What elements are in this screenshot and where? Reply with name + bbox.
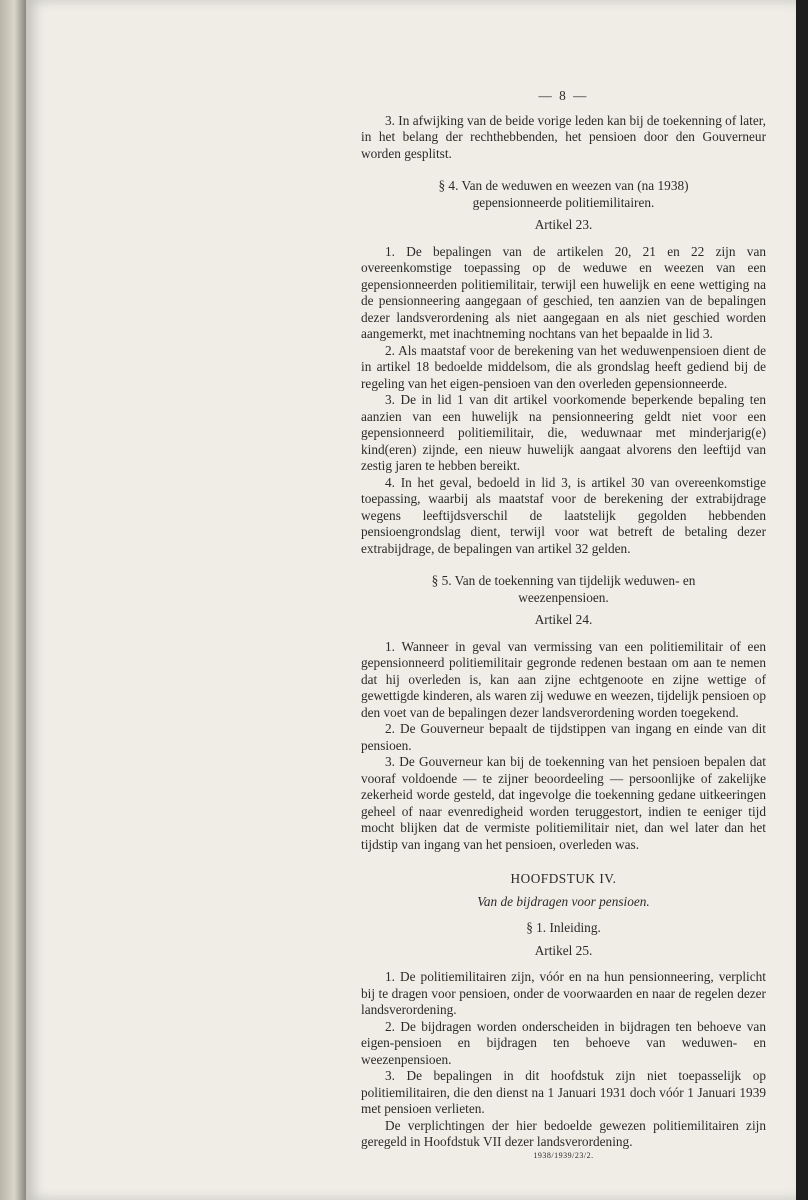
paragraph: De verplichtingen der hier bedoelde gewezen politiemilitairen zijn geregeld in Hoofdstuk VII dezer landsverordening. [361,1117,766,1149]
section-heading: § 4. Van de weduwen en weezen van (na 1938) gepensionneerde politiemilitairen. [438,178,689,210]
page-content [361,88,766,1160]
paragraph: 4. In het geval, bedoeld in lid 3, is artikel 30 van overeenkomstige toepassing, waarbij als maatstaf voor de berekening der extrabijdrage wegens leeftijdsverschil de laatstelijk gegolden hebbenden pensioengrondslag dient, terwijl voor wat betreft de betaling dezer extrabijdrage, de bepalingen van artikel 32 gelden. [361,474,766,556]
chapter-subtitle: Van de bijdragen voor pensioen. [477,893,650,909]
section-heading: § 1. Inleiding. [526,920,601,935]
book-spine [0,0,26,1200]
paragraph: 3. In afwijking van de beide vorige leden kan bij de toekenning of later, in het belang der rechthebbenden, het pensioen door den Gouverneur worden gesplitst. [361,112,766,161]
page-footer: 1938/1939/23/2. [533,1151,594,1160]
paragraph: 1. Wanneer in geval van vermissing van een politiemilitair of een gepensionneerd politiemilitair gegronde redenen bestaan om aan te nemen dat hij overleden is, kan aan zijne echtgenoote en zijne wettige of gewettigde kinderen, als waren zij weduwe en weezen, tijdelijk pensioen op den voet van de bepalingen dezer landsverordening worden toegekend. [361,638,766,720]
chapter-heading: HOOFDSTUK IV. [510,871,617,886]
paragraph: 3. De bepalingen in dit hoofdstuk zijn niet toepasselijk op politiemilitairen, die den dienst na 1 Januari 1931 doch vóór 1 Januari 1939 met pensioen verlieten. [361,1068,766,1116]
article-heading: Artikel 25. [534,942,593,958]
article-heading: Artikel 24. [534,612,593,627]
page-edge-shadow [796,0,808,1200]
paragraph: 1. De politiemilitairen zijn, vóór en na hun pensionneering, verplicht bij te dragen voor pensioen, onder de voorwaarden en naar de regelen dezer landsverordening. [361,969,766,1017]
paragraph: 3. De in lid 1 van dit artikel voorkomende beperkende bepaling ten aanzien van een huwelijk na pensionneering geldt niet voor een gepensionneerd politiemilitair, die, weduwnaar met minderjarig(e) kind(eren) zijnde, een nieuw huwelijk aangaat alvorens den leeftijd van zestig jaren te hebben bereikt. [361,392,766,473]
paragraph: 1. De bepalingen van de artikelen 20, 21 en 22 zijn van overeenkomstige toepassing op de weduwe en weezen van een gepensionneerden politiemilitair, terwijl een huwelijk en eene wettiging na de pensionneering aangegaan of geschied, ten aanzien van de bepalingen dezer landsverordening als niet aangegaan en als niet geschied worden aangemerkt, met inachtneming nochtans van het bepaalde in lid 3. [361,243,766,341]
paragraph: 2. De Gouverneur bepaalt de tijdstippen van ingang en einde van dit pensioen. [361,721,766,753]
document-page [26,0,796,1200]
page-number: — 8 — [538,88,589,103]
text-blocks [361,113,766,1151]
paragraph: 3. De Gouverneur kan bij de toekenning van het pensioen bepalen dat vooraf voldoende — te zijner beoordeeling — persoonlijke of zakelijke zekerheid worde gesteld, dat ingevolge die toekenning gedane uitkeeringen geheel of naar evenredigheid worden teruggestort, indien te eeniger tijd mocht blijken dat de vermiste politiemilitair niet, dan wel later dan het tijdstip van ingang van het pensioen, overleden was. [361,754,766,852]
section-heading: § 5. Van de toekenning van tijdelijk weduwen- en weezenpensioen. [431,573,696,605]
article-heading: Artikel 23. [534,217,593,232]
paragraph: 2. De bijdragen worden onderscheiden in bijdragen ten behoeve van eigen-pensioen en bijdragen ten behoeve van weduwen- en weezenpensioen. [361,1018,766,1067]
paragraph: 2. Als maatstaf voor de berekening van het weduwenpensioen dient de in artikel 18 bedoelde middelsom, die als grondslag heeft gediend bij de regeling van het eigen-pensioen van den overleden gepensionneerde. [361,342,766,391]
